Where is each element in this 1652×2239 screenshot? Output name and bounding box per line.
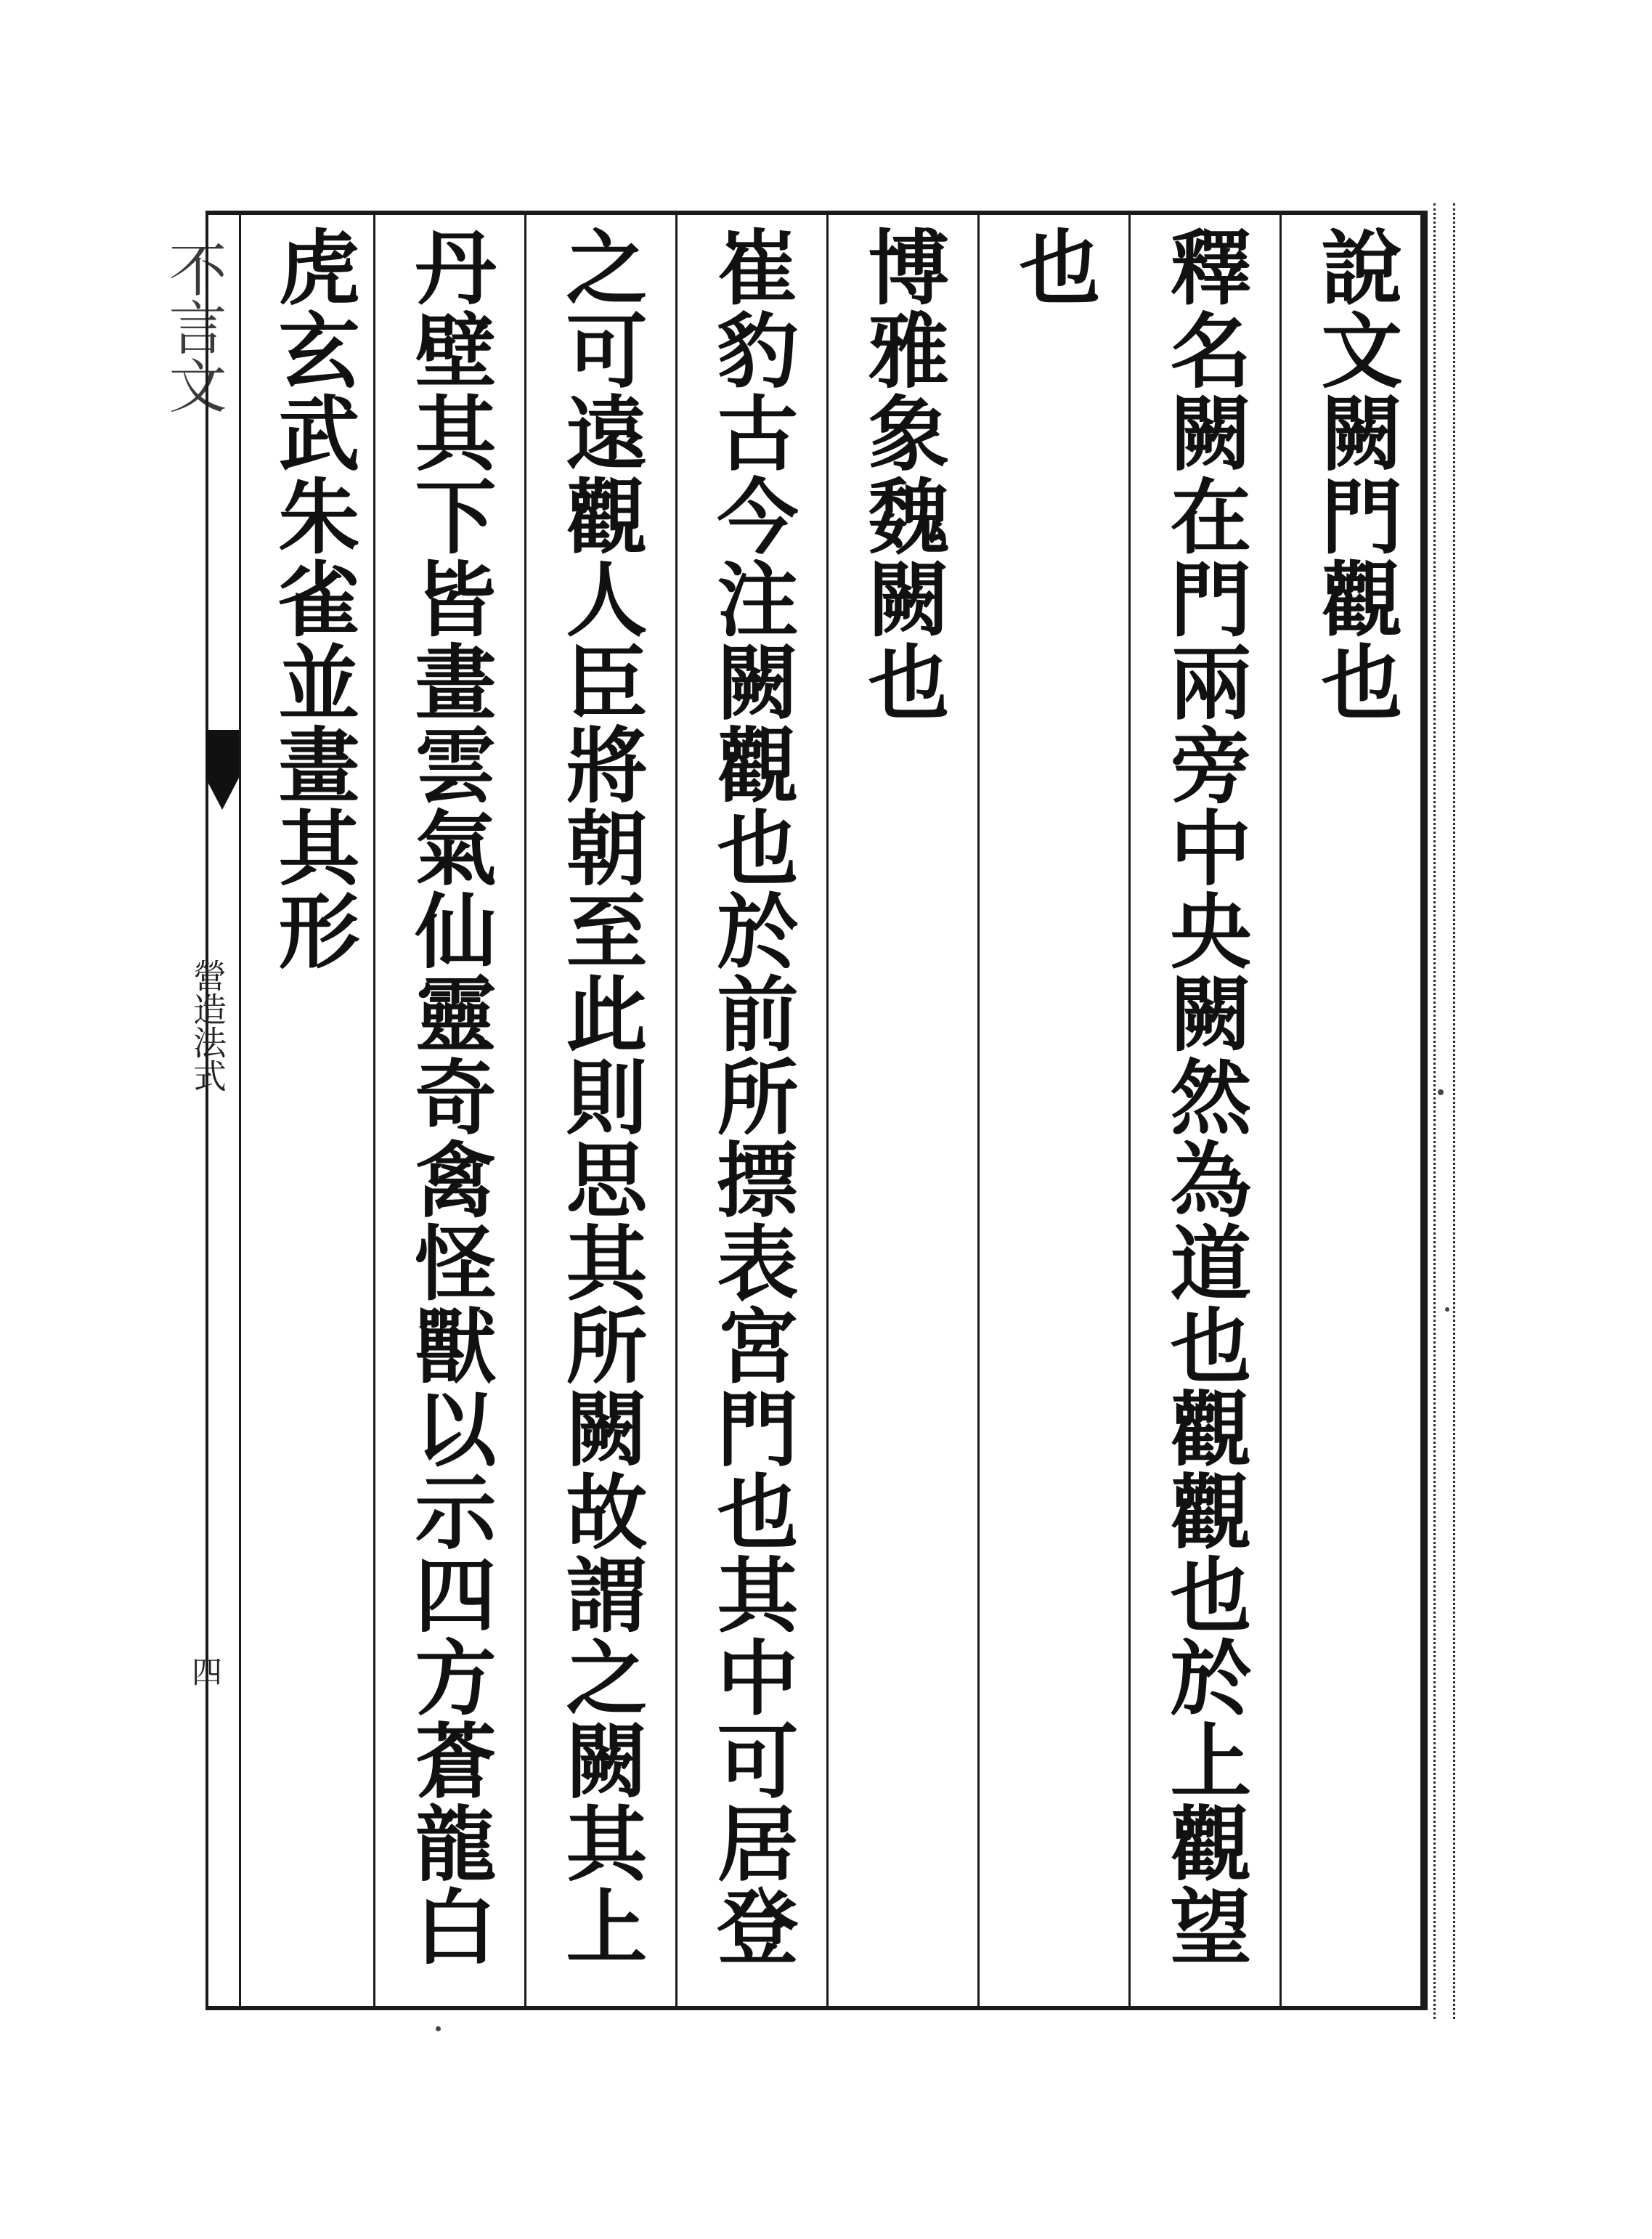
margin-fragment: 不言文 — [159, 240, 227, 414]
text-column: 之可遠觀人臣將朝至此則思其所闕故謂之闕其上 — [553, 225, 648, 1968]
book-title: 營造法式 — [188, 959, 227, 1092]
column-rule — [524, 215, 526, 2006]
column-rule — [675, 215, 678, 2006]
text-column: 也 — [1006, 225, 1101, 309]
folio-number: 四 — [187, 1656, 223, 1686]
text-column: 崔豹古今注闕觀也於前所摽表宮門也其中可居登 — [704, 225, 799, 1968]
print-speck — [1438, 1089, 1444, 1095]
text-column: 虎玄武朱雀並畫其形 — [265, 225, 360, 972]
print-speck — [1445, 1307, 1449, 1312]
column-rule — [1128, 215, 1131, 2006]
center-fold — [206, 215, 241, 2006]
text-column: 說文闕門觀也 — [1308, 225, 1403, 723]
text-column: 丹壁其下皆畫雲氣仙靈奇禽怪獸以示四方蒼龍白 — [402, 225, 497, 1968]
outer-border — [1433, 203, 1455, 2019]
text-column: 博雅象魏闕也 — [855, 225, 950, 723]
text-column: 釋名闕在門兩旁中央闕然為道也觀觀也於上觀望 — [1157, 225, 1252, 1968]
column-rule — [1279, 215, 1282, 2006]
column-rule — [826, 215, 829, 2006]
column-rule — [977, 215, 980, 2006]
print-speck — [436, 2026, 441, 2031]
